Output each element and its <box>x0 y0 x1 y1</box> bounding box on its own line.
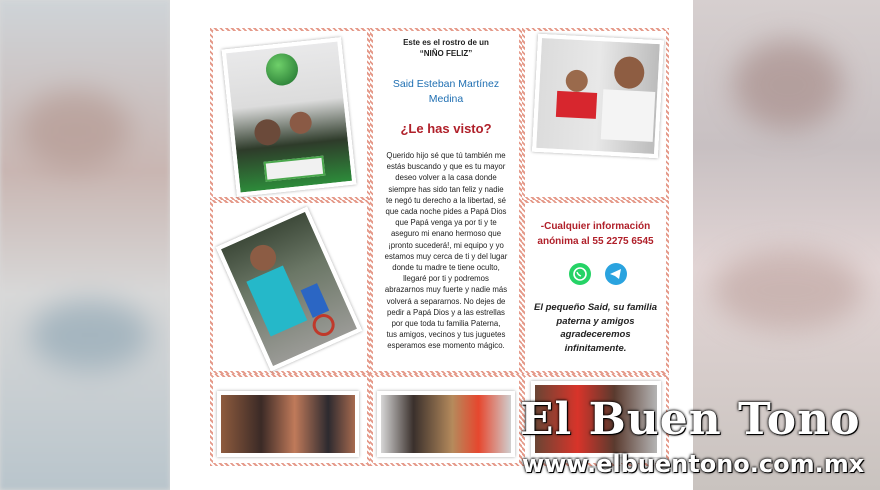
message-line: que cada noche pides a Papá Dios <box>385 207 507 217</box>
child-name-line1: Said Esteban Martínez <box>392 78 500 90</box>
cell-message <box>370 28 522 374</box>
closing-line: El pequeño Said, su familia <box>534 302 657 313</box>
message-line: deseo volver a la casa donde <box>395 173 497 183</box>
header-line2: “NIÑO FELIZ” <box>419 49 473 58</box>
message-line: volverá a separarnos. No dejes de <box>386 296 506 306</box>
message-body <box>379 150 513 352</box>
cell-photo-cake <box>210 28 370 200</box>
watermark-url: www.elbuentono.com.mx <box>522 450 865 478</box>
photo-guitar-indoor <box>377 391 515 457</box>
info-line2: anónima al 55 2275 6545 <box>537 236 654 247</box>
message-line: ¡pronto sucederá!, mi equipo y yo <box>388 240 504 250</box>
telegram-icon <box>605 263 627 285</box>
message-line: tus amigos, vecinos y tus juguetes <box>386 330 506 340</box>
message-line: aseguro mi enano hermoso que <box>390 229 502 239</box>
message-line: siempre has sido tan feliz y nadie <box>388 184 504 194</box>
blur-shape <box>733 40 843 130</box>
closing-line: infinitamente. <box>564 342 627 354</box>
blurred-background-left <box>0 0 170 490</box>
message-line: llegaré por ti y podremos <box>403 274 489 284</box>
closing-line: agradeceremos <box>560 329 631 340</box>
cell-photo-guitar <box>370 374 522 466</box>
message-line: pedir a Papá Dios y a las estrellas <box>387 307 505 317</box>
whatsapp-icon <box>569 263 591 285</box>
photo-father-son-indoor <box>532 34 664 158</box>
photo-group-selfie <box>217 391 359 457</box>
message-line: que Papá venga ya por ti y te <box>395 218 497 228</box>
message-line: por que toda tu familia Paterna, <box>391 319 501 329</box>
blur-shape <box>20 90 130 170</box>
contact-icons <box>531 249 660 295</box>
father-shirt <box>601 89 656 142</box>
cell-photo-father-son <box>522 28 669 200</box>
cell-photo-group <box>210 374 370 466</box>
closing-line: paterna y amigos <box>556 315 635 327</box>
photo-birthday-cake <box>222 37 357 197</box>
message-line: Querido hijo sé que tú también me <box>386 151 506 160</box>
photo-bike-outdoor <box>216 207 363 372</box>
question-heading: ¿Le has visto? <box>400 121 492 136</box>
child-name-line2: Medina <box>428 93 464 105</box>
cell-photo-bike <box>210 200 370 374</box>
info-line1: -Cualquier información <box>540 221 651 232</box>
header-line1: Este es el rostro de un <box>403 38 489 47</box>
cell-contact-info <box>522 200 669 374</box>
message-line: esperamos ese momento mágico. <box>387 341 505 351</box>
child-shirt <box>556 91 597 119</box>
message-line: estamos muy cerca de ti y del lugar <box>384 251 508 261</box>
message-line: abrazarnos muy fuerte y nadie más <box>384 285 508 295</box>
message-line: donde tu madre te tiene oculto, <box>392 263 500 273</box>
message-line: estás buscando y que es tu mayor <box>386 162 506 172</box>
blur-shape <box>713 250 863 330</box>
watermark-logo: El Buen Tono <box>520 394 861 445</box>
blur-shape <box>30 300 150 370</box>
message-line: te negó tu derecho a la libertad, sé <box>385 195 507 205</box>
closing-message <box>531 301 660 355</box>
